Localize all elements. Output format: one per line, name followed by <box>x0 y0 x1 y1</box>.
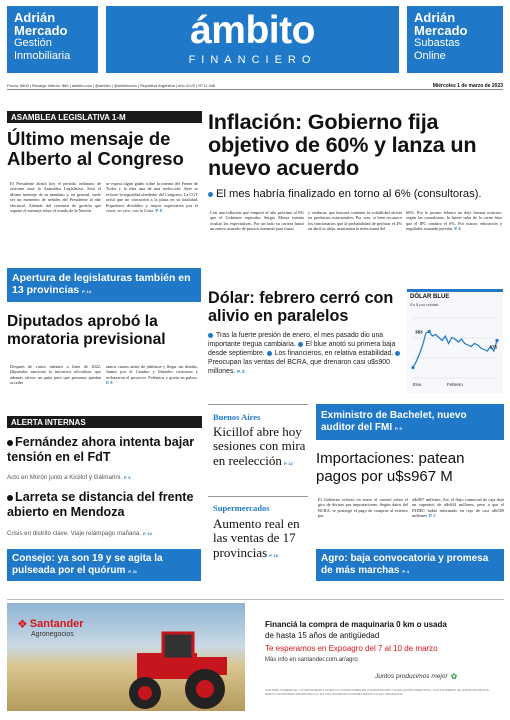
brand-sub: FINANCIERO <box>188 54 317 66</box>
dolar-body-1: Tras la fuerte presión de enero, el mes pasado dio una importante tregua cambiaria. <box>208 332 384 348</box>
box-bachelet-text: Exministro de Bachelet, nuevo auditor del FMI <box>321 409 467 433</box>
ad-line2: de hasta 15 años de antigüedad <box>265 631 380 640</box>
body-alberto-col1: El Presidente abrirá hoy el período ordinario de sesiones ante la Asamblea Legislativa. Será el último mensaje de su mandato y, en general, suele ser un momento de señales del Presidente al año electoral. Además del resumen de gestión que supone el mensaje sobre el estado de la Nación <box>10 181 101 214</box>
chart-tick-label: Ene. <box>413 382 423 387</box>
box-legislaturas-text: Apertura de legislaturas también en 13 provincias <box>12 272 191 296</box>
chart-point <box>495 339 498 342</box>
sub-fernandez <box>7 474 205 481</box>
main-deck <box>208 188 504 200</box>
page-ref: P. 8 <box>106 380 113 386</box>
info-bar-text: Precio: $400 | Recargo Interior: $60 | ámbito.com | @ámbito | @ámbitocom | República Argentina | Año XLVII | Nº 11.046 <box>7 83 216 88</box>
page-ref: P. 6 <box>454 226 461 232</box>
leaf-icon: ✿ <box>450 672 458 681</box>
sub-fernandez-text: Acto en Morón junto a Kicillof y Galmarini. <box>7 474 122 481</box>
section-asamblea: ASAMBLEA LEGISLATIVA 1-M <box>7 111 202 123</box>
section-alerta: ALERTA INTERNAS <box>7 416 202 428</box>
chart-point <box>428 330 431 333</box>
box-agro-text: Agro: baja convocatoria y promesa de más marchas <box>321 552 489 576</box>
box-consejo[interactable] <box>7 549 201 581</box>
right-ad-line1: Adrián <box>414 10 456 25</box>
box-consejo-text: Consejo: ya son 19 y se agita la pulseada por el quórum <box>12 552 163 576</box>
left-ad-line3: Gestión <box>14 37 52 49</box>
page-ref: P. 8 <box>155 208 163 214</box>
chart-data-label-start: 383 <box>415 329 423 335</box>
page-ref: P. 5 <box>395 425 402 431</box>
dolar-chart <box>407 289 503 393</box>
ad-slogan <box>375 672 457 681</box>
kicker-supermercados: Supermercados <box>213 503 270 513</box>
body-importaciones-col1: El Gobierno reforzó en enero el control sobre el giro de divisas por importaciones. Según datos del BCRA, se postergó el pago de compras al exterior por <box>318 497 408 519</box>
main-body-col1: Con una inflación que empezó el año próximo al 6% que el Gobierno esperaba, Sergio Massa intenta ocultar las expectativas. Por un lado su cartera lanzó un nuevo acuerdo de precios mensual para frutas <box>210 210 304 232</box>
left-ad-line1: Adrián <box>14 10 56 25</box>
dolar-body-3: Los financieros, en relativa estabilidad. <box>274 350 394 357</box>
info-bar <box>7 82 503 90</box>
santander-brand: Santander <box>29 618 84 630</box>
right-ad-line3: Subastas <box>414 37 460 49</box>
chart-series-line <box>413 329 497 368</box>
dolar-body <box>208 331 404 376</box>
headline-supermercados-text: Aumento real en las ventas de 17 provincias <box>213 516 300 560</box>
body-moratoria-col2-text: tantos cuotas antes de jubilarse y llegar sin deudas. Juntos por el Cambio y liberales criticaron y rechazaron el proyecto. Polémica y grieta en pulsos. <box>106 364 198 380</box>
main-body-col2: y verduras, que buscará contener la volatilidad alcista en productos estacionales. Por otro, si bien reconoce los funcionarios que la probabilidad de perforar el 4% en abril se aleja, mantienen la meta anual del <box>308 210 402 232</box>
left-ad-line4: Inmobiliaria <box>14 50 71 62</box>
chart-data-label-end: 375 <box>489 344 497 350</box>
ad-legal: CARTERA COMERCIAL: OTORGAMIENTO SUJETO A CONDICIONES DE CONTRATACIÓN Y EVALUACIÓN CREDITICIA. LOS ACUERDOS SE HARÁN EN PESOS. BANCO SANTANDER ARGENTINA S.A. ES UNA SOCIEDAD ANÓNIMA SEGÚN LA LEY ARGENTINA. <box>265 688 490 696</box>
ad-slogan-text: Juntos producimos mejor <box>375 673 448 680</box>
dolar-headline[interactable]: Dólar: febrero cerró con alivio en paralelos <box>208 289 394 325</box>
brand-logo: ámbito <box>190 9 315 52</box>
main-body-col3 <box>406 210 502 232</box>
issue-date: Miércoles 1 de marzo de 2023 <box>432 82 503 89</box>
headline-fernandez-text: Fernández ahora intenta bajar tensión en el FdT <box>7 435 195 464</box>
bullet-icon <box>7 440 13 446</box>
right-ad-line4: Online <box>414 50 446 62</box>
box-agro[interactable] <box>316 549 504 581</box>
right-ad-box[interactable] <box>407 6 503 73</box>
headline-fernandez[interactable] <box>7 435 205 464</box>
flame-icon: ❖ <box>17 617 28 631</box>
page-ref: P. 11 <box>128 568 137 574</box>
left-ad-line2: Mercado <box>14 23 68 38</box>
sub-larreta <box>7 530 205 537</box>
body-alberto-col2-text: se espera algún guiño sobre la interna del Frente de Todos y la idea una de una reelección. Ayer se reforzó la seguridad alrededor del Congreso. La CGT avisó que no concurrirá a la plaza en su totalidad. Piqueteros divididos y mayor expectativa por el cruce, en vivo, con la Corte. <box>106 181 198 214</box>
page-ref: P. 2 <box>428 513 436 519</box>
headline-alberto[interactable]: Último mensaje de Alberto al Congreso <box>7 128 184 169</box>
masthead[interactable] <box>106 6 399 73</box>
page-ref: P. 3 <box>237 369 245 374</box>
main-headline[interactable]: Inflación: Gobierno fija objetivo de 60% y lanza un nuevo acuerdo <box>208 109 477 180</box>
headline-larreta[interactable] <box>7 490 205 519</box>
headline-kicillof-text: Kicillof abre hoy sesiones con mira en reelección <box>213 424 306 468</box>
bullet-icon <box>208 333 213 338</box>
bullet-icon <box>7 495 13 501</box>
tractor-icon <box>117 623 245 711</box>
page-ref: P. 15 <box>269 552 278 558</box>
ad-line3: Te esperamos en Expoagro del 7 al 10 de marzo <box>265 644 438 653</box>
headline-supermercados[interactable] <box>213 517 308 563</box>
body-importaciones-col2-text: u$s967 millones. Así, el flujo comercial de caja dejó un superávit de u$s624 millones, pese a que el INDEC había informado en rojo de casi u$s500 millones. <box>412 497 504 519</box>
center-divider <box>208 404 308 405</box>
chart-title: DÓLAR BLUE <box>410 294 450 300</box>
box-bachelet[interactable] <box>316 404 504 440</box>
chart-svg <box>407 312 503 394</box>
center-divider <box>208 496 308 497</box>
headline-moratoria[interactable]: Diputados aprobó la moratoria previsional <box>7 313 166 348</box>
page-ref: P. 4 <box>402 568 409 574</box>
page-ref: P. 10 <box>143 531 152 536</box>
left-ad-box[interactable] <box>7 6 98 73</box>
body-alberto-col2 <box>106 181 198 213</box>
right-ad-line2: Mercado <box>414 23 468 38</box>
bullet-icon <box>208 192 213 197</box>
page-ref: P. 14 <box>283 460 293 466</box>
headline-importaciones[interactable]: Importaciones: patean pagos por u$s967 M <box>316 450 465 485</box>
chart-point <box>411 366 414 369</box>
bullet-icon <box>395 351 400 356</box>
sub-larreta-text: Crisis en distrito clave. Viaje relámpago mañana. <box>7 530 142 537</box>
main-deck-text: El mes habría finalizado en torno al 6% (consultoras). <box>216 188 482 200</box>
bullet-icon <box>298 342 303 347</box>
dolar-body-2: El blue anotó su primera baja desde septiembre. <box>208 341 396 357</box>
body-importaciones-col2 <box>412 497 504 519</box>
page-ref: P. 14 <box>82 289 91 294</box>
body-moratoria-col1: Después de varios intentos a fines de 2022, Diputados sancionó la iniciativa oficialista, que además ofrece un quita para que personas puedan acceder <box>10 364 101 386</box>
body-moratoria-col2 <box>106 364 198 386</box>
kicker-buenos-aires: Buenos Aires <box>213 412 261 422</box>
chart-ylabel: En $ por unidad <box>410 302 439 307</box>
santander-brand-sub: Agronegocios <box>31 631 74 638</box>
santander-logo <box>17 617 84 631</box>
ad-image <box>7 603 245 711</box>
page-ref: P. 9 <box>123 475 131 480</box>
ad-santander[interactable] <box>7 599 504 713</box>
ad-line1: Financiá la compra de maquinaria 0 km o usada <box>265 620 447 629</box>
bullet-icon <box>267 351 272 356</box>
ad-line4[interactable]: Más info en santander.com.ar/agro <box>265 657 358 663</box>
dolar-body-4: Preocupan las ventas del BCRA, que drenaron casi u$s900 millones. <box>208 359 390 375</box>
box-legislaturas[interactable] <box>7 268 201 302</box>
main-body-col3-text: 60%. Por lo pronto febrero no dejó buenas noticias: según las consultoras, la fuerte suba de la carne hizo que el IPC rondara el 6%. Por marzo, educación y regulados sumarán presión. <box>406 210 502 232</box>
headline-kicillof[interactable] <box>213 425 308 471</box>
headline-larreta-text: Larreta se distancia del frente abierto en Mendoza <box>7 490 194 519</box>
chart-tick-label: Febrero <box>447 382 463 387</box>
